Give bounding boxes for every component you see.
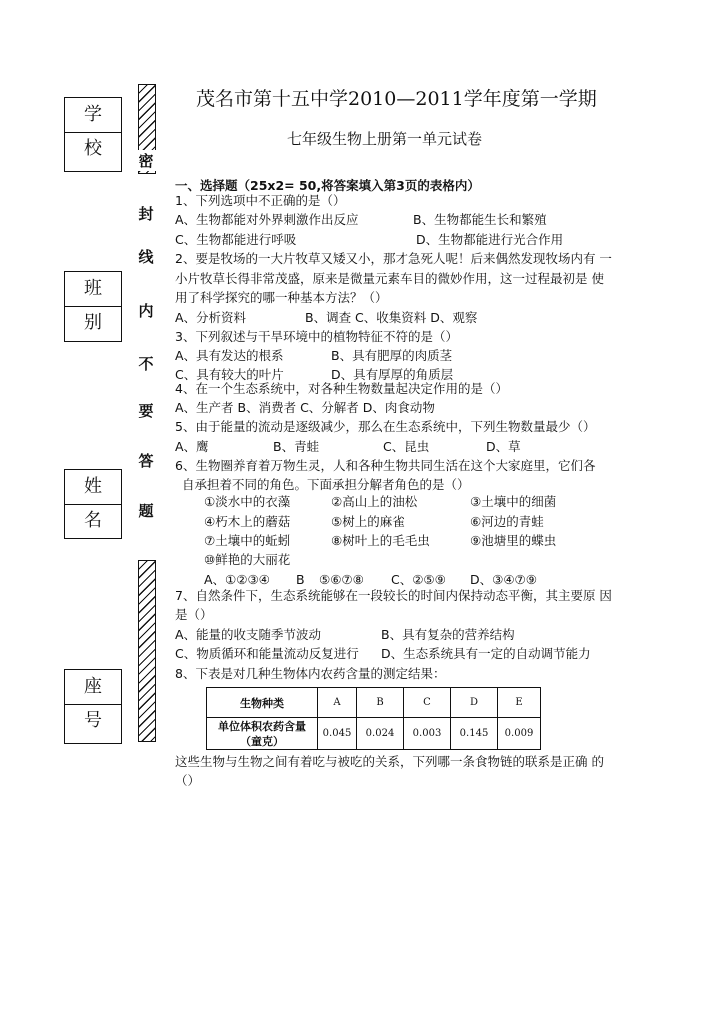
pesticide-table [206, 687, 541, 750]
q7-option: A、能量的收支随季节波动 [175, 627, 322, 642]
seal-char: 答 [136, 450, 156, 471]
q6-option: C、②⑤⑨ [391, 572, 446, 587]
table-header: E [498, 688, 541, 718]
q3-option: A、具有发达的根系 [175, 348, 284, 363]
q4-option: A、生产者 B、消费者 C、分解者 D、肉食动物 [175, 400, 435, 415]
q6-stem: 自承担着不同的角色。下面承担分解者角色的是（） [182, 477, 470, 492]
q2-stem: 2、要是牧场的一大片牧草又矮又小，那才急死人呢！后来偶然发现牧场内有 一 [175, 251, 612, 266]
q6-item: ③土壤中的细菌 [470, 494, 557, 509]
q6-item: ⑧树叶上的毛毛虫 [331, 533, 430, 548]
seal-char: 不 [136, 353, 156, 374]
table-header: B [357, 688, 404, 718]
q6-item: ⑩鲜艳的大丽花 [204, 552, 291, 567]
q6-item: ⑤树上的麻雀 [331, 514, 405, 529]
table-cell: 0.009 [498, 718, 541, 750]
table-cell: 0.003 [404, 718, 451, 750]
q3-stem: 3、下列叙述与干旱环境中的植物特征不符的是（） [175, 329, 458, 344]
row-label-unit: （童克） [240, 734, 284, 748]
q7-option: B、具有复杂的营养结构 [381, 627, 515, 642]
q3-option: B、具有肥厚的肉质茎 [331, 348, 453, 363]
seal-char: 题 [136, 500, 156, 521]
q3-option: D、具有厚厚的角质层 [331, 367, 454, 382]
q7-option: D、生态系统具有一定的自动调节能力 [381, 646, 591, 661]
table-row-label [207, 718, 318, 750]
q5-option: B、青蛙 [273, 439, 320, 454]
q7-stem: 是（） [175, 607, 213, 622]
q5-stem: 5、由于能量的流动是逐级减少，那么在生态系统中，下列生物数量最少（） [175, 419, 596, 434]
table-header: C [404, 688, 451, 718]
q5-option: C、昆虫 [383, 439, 430, 454]
school-box [64, 97, 122, 172]
q6-stem: 6、生物圈养育着万物生灵，人和各种生物共同生活在这个大家庭里，它们各 [175, 458, 596, 473]
q3-option: C、具有较大的叶片 [175, 367, 284, 382]
seal-char: 密 [136, 150, 156, 171]
seal-char: 封 [136, 203, 156, 224]
name-box [64, 469, 122, 539]
table-cell: 0.024 [357, 718, 404, 750]
table-cell: 0.045 [318, 718, 357, 750]
q6-item: ①淡水中的衣藻 [204, 494, 291, 509]
section-heading: 一、选择题（25x2= 50,将答案填入第3页的表格内） [175, 178, 480, 193]
q6-option: B [296, 572, 305, 587]
table-header: A [318, 688, 357, 718]
seat-label: 座号 [65, 670, 121, 705]
q6-item: ⑥河边的青蛙 [470, 514, 544, 529]
q2-stem: 用了科学探究的哪一种基本方法？（） [175, 290, 388, 305]
q6-item: ⑦土壤中的蚯蚓 [204, 533, 291, 548]
q2-stem: 小片牧草长得非常茂盛，原来是微量元素车目的微妙作用，这一过程最初是 使 [175, 271, 604, 286]
q1-option: D、生物都能进行光合作用 [416, 232, 564, 247]
q4-stem: 4、在一个生态系统中，对各种生物数量起决定作用的是（） [175, 381, 508, 396]
q5-option: D、草 [486, 439, 521, 454]
q6-option: A、①②③④ [204, 572, 270, 587]
q6-item: ②高山上的油松 [331, 494, 418, 509]
q2-option: A、分析资料 [175, 310, 247, 325]
page-subtitle: 七年级生物上册第一单元试卷 [287, 130, 483, 148]
q8-stem: 8、下表是对几种生物体内农药含量的测定结果： [175, 666, 446, 681]
q6-item: ⑨池塘里的蝶虫 [470, 533, 557, 548]
table-header: D [451, 688, 498, 718]
q1-stem: 1、下列选项中不正确的是（） [175, 193, 346, 208]
q6-option: D、③④⑦⑨ [470, 572, 537, 587]
page-title: 茂名市第十五中学2010—2011学年度第一学期 [196, 88, 597, 110]
class-box [64, 271, 122, 342]
q8-followup: （） [175, 773, 201, 788]
q6-item: ④朽木上的蘑菇 [204, 514, 291, 529]
q6-option: ⑤⑥⑦⑧ [319, 572, 364, 587]
school-label: 学校 [65, 98, 121, 133]
seal-char: 要 [136, 400, 156, 421]
table-cell: 0.145 [451, 718, 498, 750]
seal-char: 线 [136, 246, 156, 267]
row-label-line: 单位体积农药含量 [218, 719, 306, 733]
name-label: 姓名 [65, 470, 121, 505]
q7-stem: 7、自然条件下，生态系统能够在一段较长的时间内保持动态平衡，其主要原 因 [175, 588, 612, 603]
q1-option: B、生物都能生长和繁殖 [413, 212, 547, 227]
seal-hatch-bottom [138, 560, 156, 742]
q1-option: A、生物都能对外界刺激作出反应 [175, 212, 359, 227]
q7-option: C、物质循环和能量流动反复进行 [175, 646, 359, 661]
q5-option: A、鹰 [175, 439, 209, 454]
q1-option: C、生物都能进行呼吸 [175, 232, 297, 247]
q8-followup: 这些生物与生物之间有着吃与被吃的关系，下列哪一条食物链的联系是正确 的 [175, 754, 604, 769]
seal-char: 内 [136, 300, 156, 321]
class-label: 班别 [65, 272, 121, 307]
seat-box [64, 669, 122, 744]
table-header: 生物种类 [207, 688, 318, 718]
q2-option: B、调查 C、收集资料 D、观察 [305, 310, 478, 325]
